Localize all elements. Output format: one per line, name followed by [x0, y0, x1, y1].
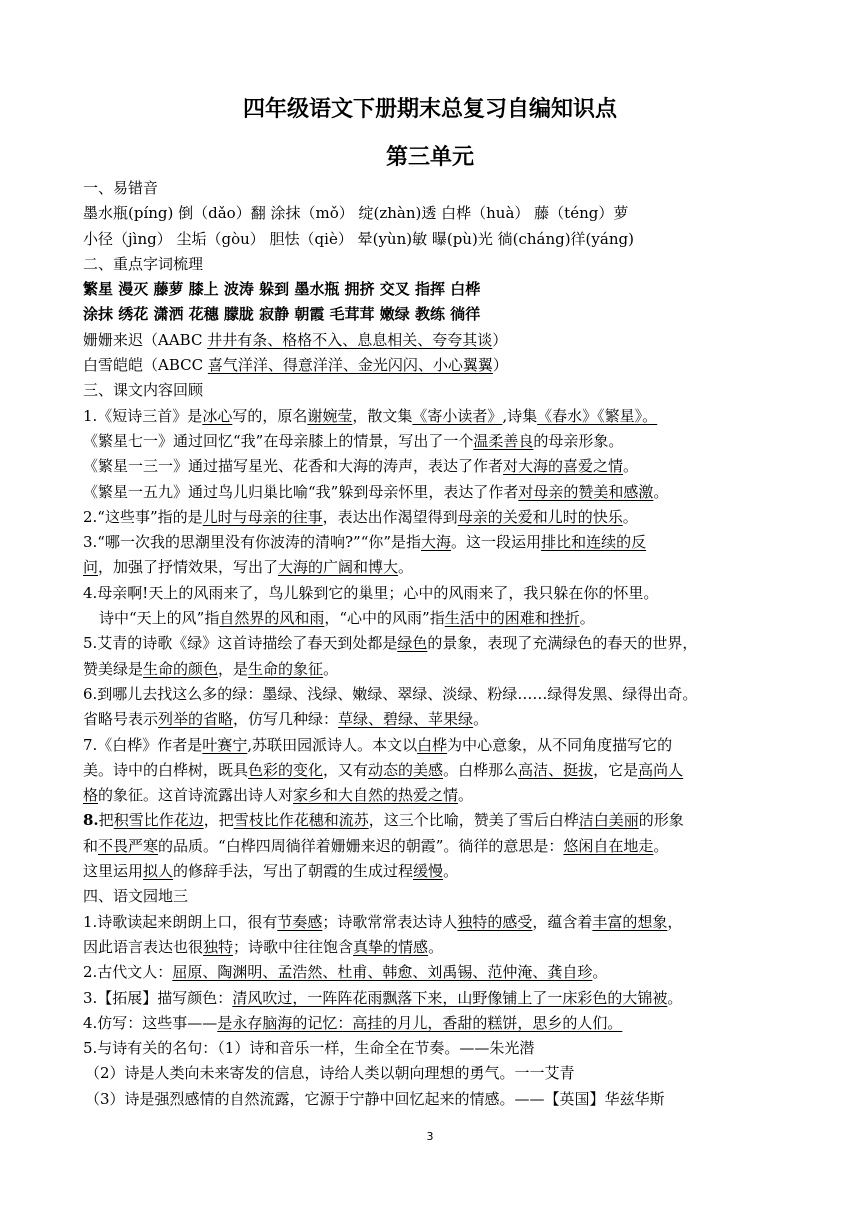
- underlined-key-text: 列举的省略: [158, 710, 234, 729]
- garden-line: [83, 1011, 783, 1036]
- underlined-key-text: 不畏严寒: [98, 836, 159, 855]
- text-segment: 姗姗来迟（AABC: [83, 330, 208, 349]
- text-segment: ，蕴含着: [532, 912, 593, 931]
- text-segment: 。: [428, 937, 444, 956]
- underlined-key-text: 生命的颜色: [143, 659, 219, 678]
- review-line: [83, 606, 783, 631]
- vocabulary-line: 涂抹 绣花 潇洒 花穗 朦胧 寂静 朝霞 毛茸茸 嫩绿 教练 徜徉: [83, 305, 481, 324]
- underlined-key-text: 问: [83, 558, 99, 577]
- underlined-key-text: 自然界的风和雨: [219, 609, 325, 628]
- underlined-key-text: 生命的象征: [248, 659, 324, 678]
- review-line: [83, 758, 783, 783]
- underlined-key-text: 叶赛宁: [202, 735, 248, 754]
- text-segment: 。: [622, 507, 638, 526]
- text-segment: 5.艾青的诗歌《绿》这首诗描绘了春天到处都是: [83, 634, 398, 653]
- underlined-key-text: 对大海的喜爱之情: [503, 457, 624, 476]
- text-segment: 写的，原名: [232, 406, 308, 425]
- review-line: [83, 834, 783, 859]
- underlined-key-text: 高洁、挺拔: [518, 760, 594, 779]
- underlined-key-text: 色彩的变化: [248, 760, 324, 779]
- review-line: [83, 808, 783, 833]
- text-segment: 的形象: [638, 811, 684, 830]
- review-line: [83, 859, 783, 884]
- text-segment: 《繁星一三一》通过描写星光、花香和大海的涛声，表达了作者: [83, 457, 504, 476]
- text-segment: ，仿写几种绿：: [233, 710, 339, 729]
- text-segment: 。: [579, 609, 595, 628]
- underlined-key-text: 洁白美丽: [578, 811, 639, 830]
- underlined-key-text: 悠闲自在地走: [563, 836, 654, 855]
- underlined-key-text: 家乡和大自然的热爱之情: [293, 786, 459, 805]
- section-heading-vocabulary: 二、重点字词梳理: [83, 254, 204, 273]
- text-segment: 为中心意象，从不同角度描写它的: [447, 735, 673, 754]
- text-segment: 。: [458, 786, 474, 805]
- text-segment: 把: [98, 811, 114, 830]
- review-line: 4.母亲啊!天上的风雨来了，鸟儿躲到它的巢里；心中的风雨来了，我只躲在你的怀里。: [83, 583, 659, 602]
- underlined-key-text: 动态的美感: [368, 760, 444, 779]
- text-segment: 。: [592, 963, 608, 982]
- text-segment: 。: [667, 988, 683, 1007]
- review-line: [83, 631, 783, 656]
- underlined-key-text: 草绿、碧绿、苹果绿: [338, 710, 474, 729]
- text-segment: 赞美绿是: [83, 659, 144, 678]
- underlined-key-text: 《春水》《繁星》。: [537, 406, 658, 425]
- text-segment: 3.【拓展】描写颜色：: [83, 988, 233, 1007]
- text-segment: 。这一段运用: [451, 533, 542, 552]
- garden-line: 5.与诗有关的名句：（1）诗和音乐一样，生命全在节奏。——朱光潜: [83, 1039, 535, 1058]
- text-segment: 1.《短诗三首》是: [83, 406, 203, 425]
- text-segment: 2.古代文人：: [83, 963, 173, 982]
- idiom-line: [83, 328, 783, 353]
- text-segment: 。: [323, 659, 339, 678]
- underlined-key-text: 白桦: [417, 735, 448, 754]
- text-segment: 。白桦那么: [443, 760, 519, 779]
- underlined-key-text: 冰心: [202, 406, 233, 425]
- text-segment: ，它是: [593, 760, 639, 779]
- review-line: [83, 404, 783, 429]
- review-line: 6.到哪儿去找这么多的绿：墨绿、浅绿、嫩绿、翠绿、淡绿、粉绿……绿得发黑、绿得出奇。: [83, 684, 698, 703]
- underlined-key-text: 大海的广阔和博大: [278, 558, 399, 577]
- text-segment: ，“心中的风雨”指: [324, 609, 445, 628]
- text-segment: 。: [398, 558, 414, 577]
- underlined-key-text: 屈原、陶渊明、孟浩然、杜甫、韩愈、刘禹锡、范仲淹、龚自珍: [172, 963, 593, 982]
- text-segment: ，表达出作渴望得到: [322, 507, 458, 526]
- text-segment: ）: [492, 356, 508, 375]
- underlined-key-text: 温柔善良: [473, 431, 534, 450]
- garden-line: （2）诗是人类向未来寄发的信息，诗给人类以朝向理想的勇气。一一艾青: [85, 1064, 575, 1083]
- text-segment: 因此语言表达也很: [83, 937, 204, 956]
- text-segment: ,诗集: [502, 406, 538, 425]
- underlined-key-text: 雪枝比作花穗和流苏: [233, 811, 369, 830]
- review-line: [83, 555, 783, 580]
- text-segment: 3.“哪一次我的思潮里没有你波涛的清响?”“你”是指: [83, 533, 422, 552]
- text-segment: 7.《白桦》作者是: [83, 735, 203, 754]
- text-segment: ，是: [218, 659, 249, 678]
- underlined-key-text: 对母亲的赞美和感激: [518, 482, 654, 501]
- text-segment: 。: [473, 710, 489, 729]
- text-segment: ，又有: [323, 760, 369, 779]
- underlined-key-text: 母亲的关爱和儿时的快乐: [457, 507, 623, 526]
- underlined-key-text: 拟人: [143, 862, 174, 881]
- section-heading-pronunciation: 一、易错音: [83, 179, 159, 197]
- underlined-key-text: 谢婉莹: [307, 406, 353, 425]
- text-segment: ，这三个比喻，赞美了雪后白桦: [368, 811, 579, 830]
- review-line: [83, 505, 783, 530]
- text-segment: ；诗歌中往往饱含: [233, 937, 354, 956]
- text-segment: 2.“这些事”指的是: [83, 507, 203, 526]
- text-segment: 的象征。这首诗流露出诗人对: [98, 786, 294, 805]
- underlined-key-text: 绿色: [397, 634, 428, 653]
- underlined-key-text: 井井有条、格格不入、息息相关、夸夸其谈: [207, 330, 493, 349]
- garden-line: [83, 910, 783, 935]
- text-segment: ，加强了抒情效果，写出了: [98, 558, 279, 577]
- underlined-key-text: 真挚的情感: [353, 937, 429, 956]
- text-segment: ，散文集: [352, 406, 413, 425]
- underlined-key-text: 独特的感受: [457, 912, 533, 931]
- underlined-key-text: 《寄小读者》: [412, 406, 503, 425]
- text-segment: 《繁星一五九》通过鸟儿归巢比喻“我”躲到母亲怀里，表达了作者: [83, 482, 519, 501]
- document-body: [83, 176, 783, 1112]
- underlined-key-text: 节奏感: [277, 912, 323, 931]
- text-segment: 。: [653, 482, 669, 501]
- review-line: [83, 733, 783, 758]
- text-segment: 的修辞手法，写出了朝霞的生成过程: [173, 862, 414, 881]
- text-segment: 诗中“天上的风”指: [99, 609, 220, 628]
- underlined-key-text: 独特: [203, 937, 234, 956]
- text-segment: 这里运用: [83, 862, 144, 881]
- text-segment: ，把: [203, 811, 234, 830]
- text-segment: ,苏联田园派诗人。本文以: [247, 735, 418, 754]
- page-number: 3: [426, 1130, 434, 1143]
- pronunciation-line: 墨水瓶(píng) 倒（dǎo）翻 涂抹（mǒ） 绽(zhàn)透 白桦（huà） 藤（téng）萝: [83, 204, 629, 223]
- text-segment: 和: [83, 836, 99, 855]
- text-segment: 1.诗歌读起来朗朗上口，很有: [83, 912, 278, 931]
- garden-line: [83, 986, 783, 1011]
- text-segment: 《繁星七一》通过回忆“我”在母亲膝上的情景，写出了一个: [83, 431, 474, 450]
- text-segment: 的品质。“白桦四周徜徉着姗姗来迟的朝霞”。徜徉的意思是：: [158, 836, 564, 855]
- underlined-key-text: 积雪比作花边: [113, 811, 204, 830]
- text-segment: 4.仿写：这些事——: [83, 1013, 218, 1032]
- underlined-key-text: 大海: [421, 533, 452, 552]
- text-segment: 省略号表示: [83, 710, 159, 729]
- text-segment: 。: [653, 836, 669, 855]
- garden-line: [83, 935, 783, 960]
- review-line: [83, 657, 783, 682]
- underlined-key-text: 排比和连续的反: [541, 533, 647, 552]
- text-segment: 。: [443, 862, 459, 881]
- review-line: [83, 480, 783, 505]
- underlined-key-text: 喜气洋洋、得意洋洋、金光闪闪、小心翼翼: [207, 356, 493, 375]
- underlined-key-text: 高尚人: [638, 760, 684, 779]
- underlined-key-text: 丰富的想象: [592, 912, 668, 931]
- underlined-key-text: 是永存脑海的记忆：高挂的月儿，香甜的糕饼，思乡的人们。: [217, 1013, 623, 1032]
- section-heading-review: 三、课文内容回顾: [83, 381, 204, 400]
- text-segment: ；诗歌常常表达诗人: [322, 912, 458, 931]
- text-segment: 。: [623, 457, 639, 476]
- review-line: [83, 429, 783, 454]
- text-segment: ，: [667, 912, 683, 931]
- review-line: [83, 783, 783, 808]
- review-line: [83, 707, 783, 732]
- pronunciation-line: 小径（jìng） 尘垢（gòu） 胆怯（qiè） 晕(yùn)敏 曝(pù)光 徜(cháng)徉(yáng): [83, 229, 634, 248]
- section-heading-garden: 四、语文园地三: [83, 887, 189, 906]
- underlined-key-text: 儿时与母亲的往事: [202, 507, 323, 526]
- review-line: [83, 530, 783, 555]
- text-segment: 白雪皑皑（ABCC: [83, 356, 208, 375]
- underlined-key-text: 缓慢: [413, 862, 444, 881]
- garden-line: [83, 960, 783, 985]
- document-title: 四年级语文下册期末总复习自编知识点: [242, 97, 617, 122]
- text-segment: 美。诗中的白桦树，既具: [83, 760, 249, 779]
- text-segment: 8.: [83, 811, 99, 830]
- underlined-key-text: 清风吹过，一阵阵花雨飘落下来，山野像铺上了一床彩色的大锦被: [232, 988, 668, 1007]
- text-segment: ）: [492, 330, 508, 349]
- garden-line: （3）诗是强烈感情的自然流露，它源于宁静中回忆起来的情感。——【英国】华兹华斯: [85, 1089, 665, 1108]
- review-line: [83, 454, 783, 479]
- text-segment: 的景象，表现了充满绿色的春天的世界，: [427, 634, 698, 653]
- underlined-key-text: 格: [83, 786, 99, 805]
- text-segment: 的母亲形象。: [533, 431, 624, 450]
- unit-heading: 第三单元: [385, 145, 474, 170]
- idiom-line: [83, 353, 783, 378]
- underlined-key-text: 生活中的困难和挫折: [444, 609, 580, 628]
- vocabulary-line: 繁星 漫灭 藤萝 膝上 波涛 躲到 墨水瓶 拥挤 交叉 指挥 白桦: [83, 280, 481, 299]
